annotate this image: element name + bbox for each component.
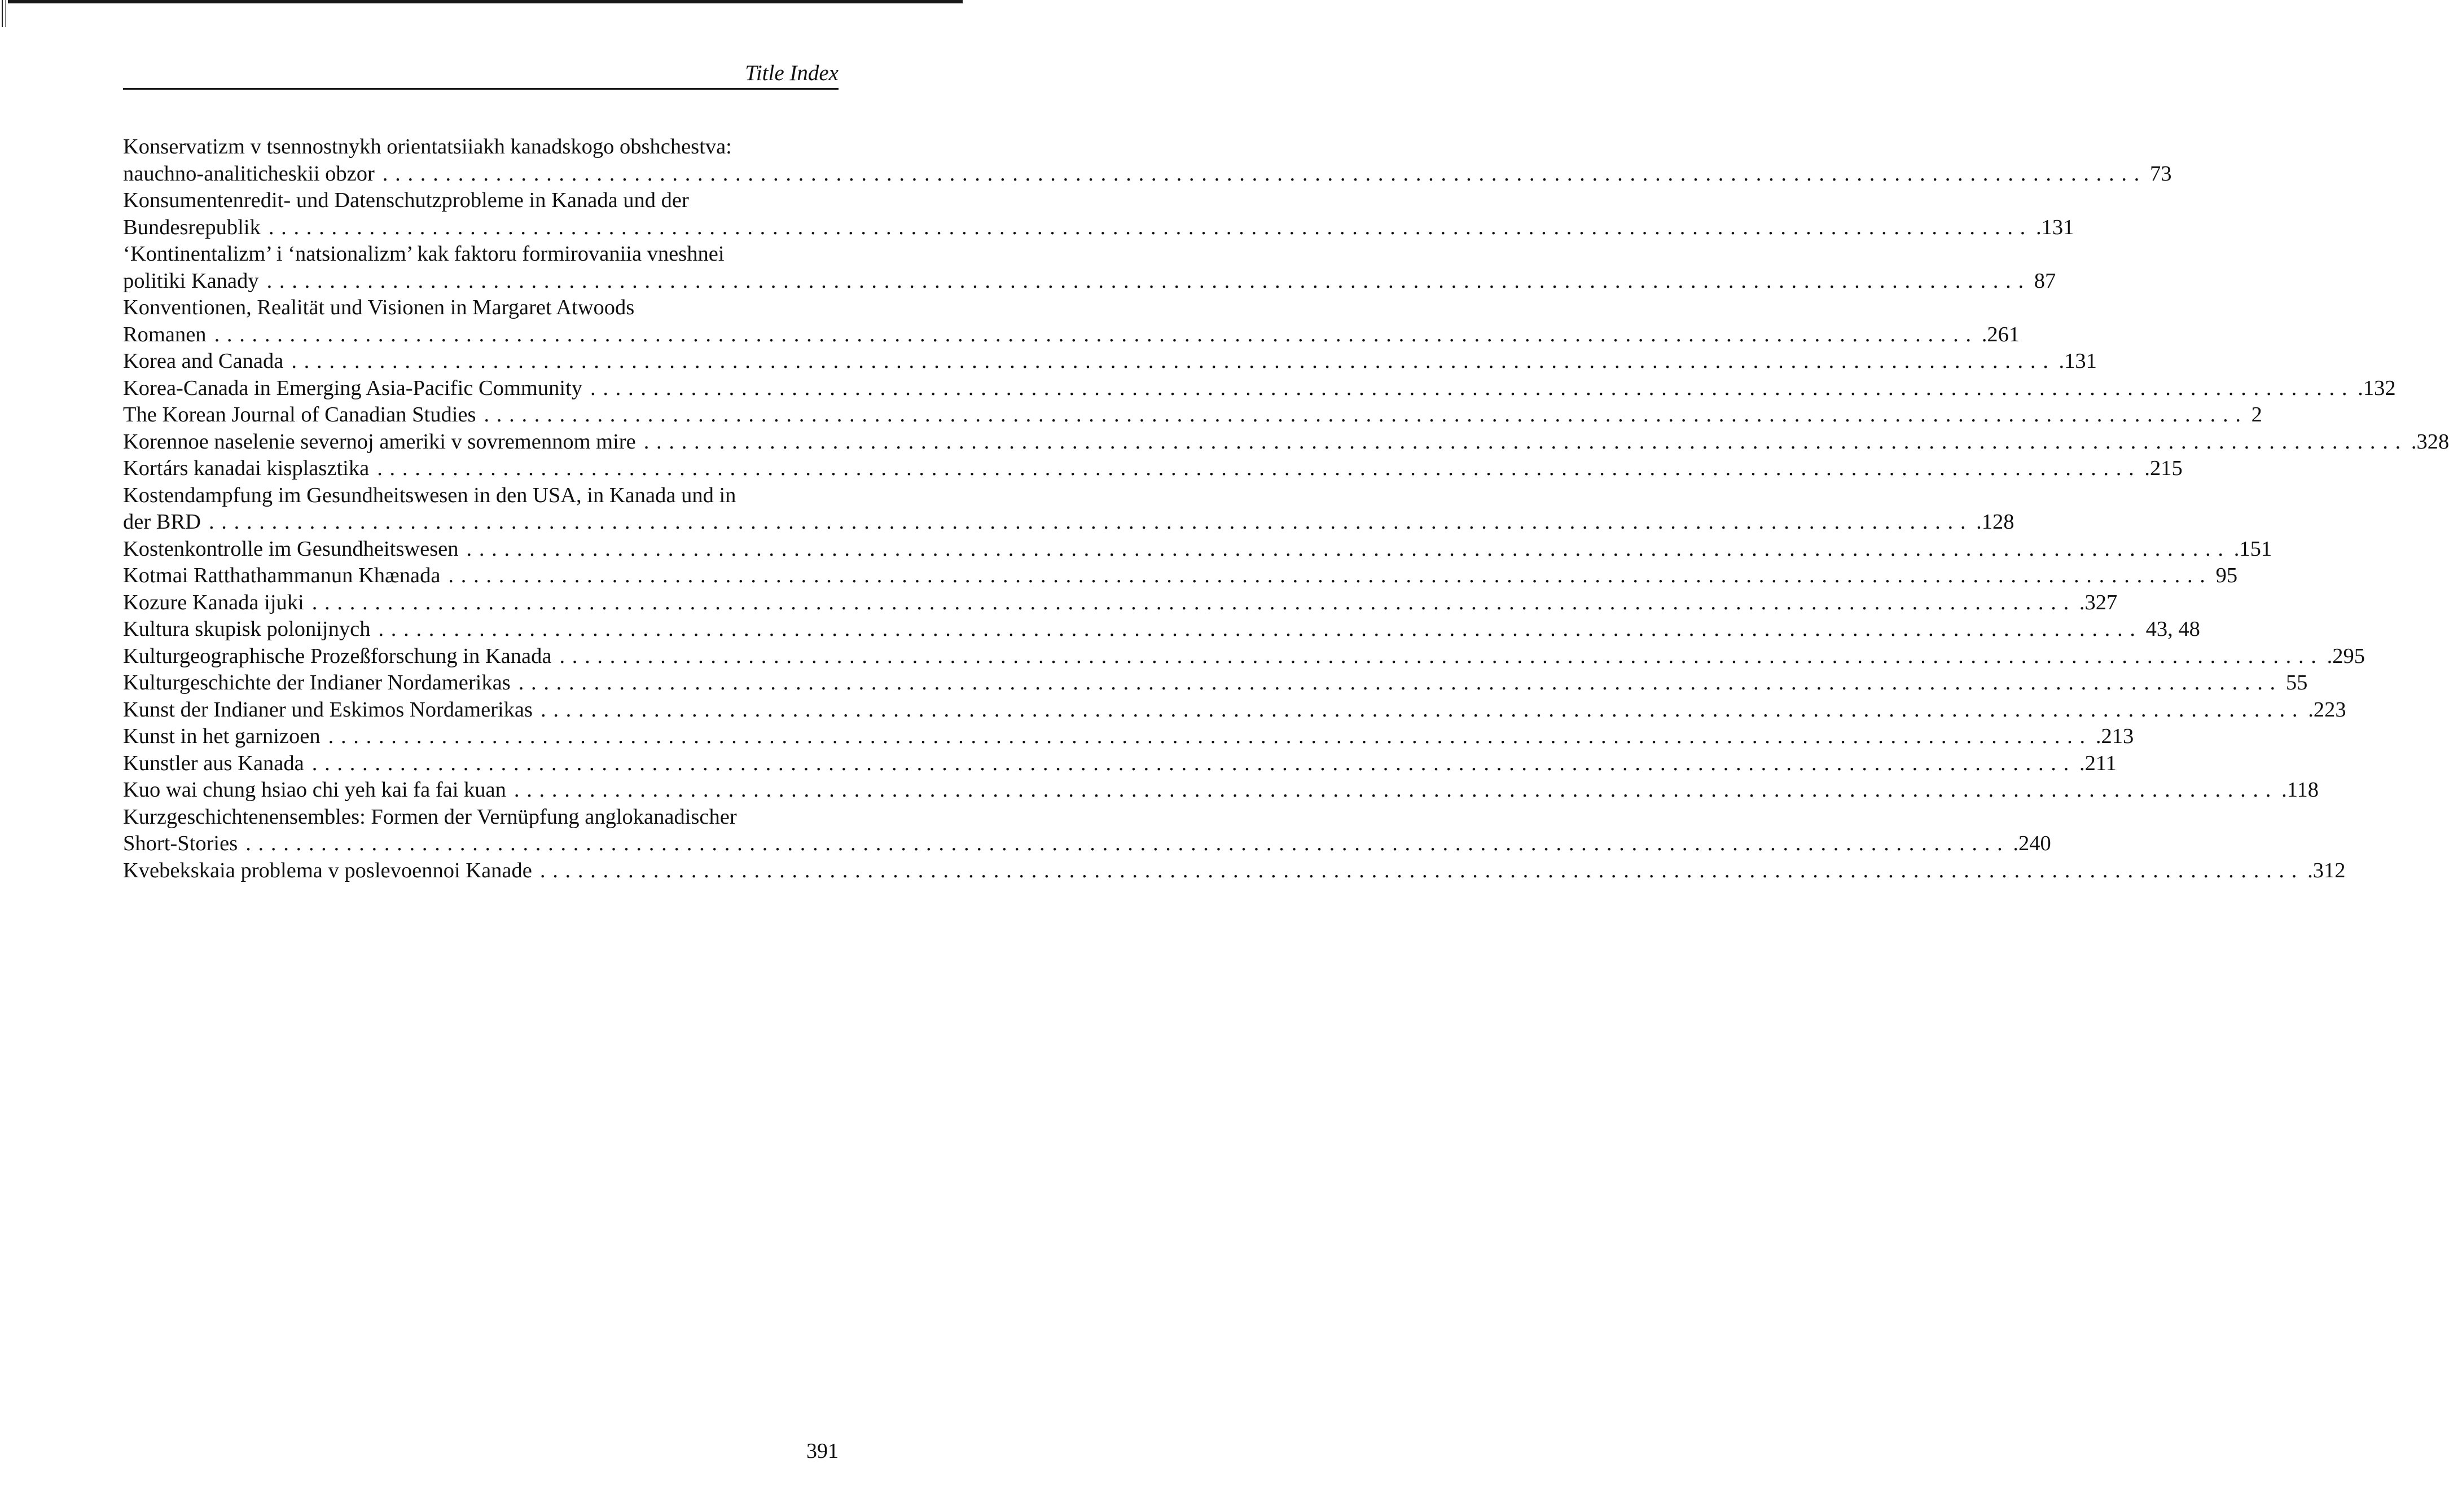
title-index-list [123,134,2449,884]
index-entry [123,562,2238,590]
entry-title-line: Konsumentenredit- und Datenschutzprobleme in Kanada und der [123,188,689,212]
dot-leader: ............................................................................................................................................ [328,724,2092,748]
entry-title: Kostenkontrolle im Gesundheitswesen [123,537,459,561]
dot-leader: ............................................................................................................................................ [208,510,1973,534]
entry-page: .151 [2233,537,2272,561]
entry-page: .328 [2411,429,2449,454]
index-entry [123,134,2172,187]
entry-final-line [123,723,2134,750]
entry-title: Kunstler aus Kanada [123,751,304,775]
dot-leader: ............................................................................................................................................ [466,537,2231,561]
dot-leader: ............................................................................................................................................ [311,590,2076,614]
index-entry [123,429,2449,456]
index-entry [123,402,2262,429]
entry-title: The Korean Journal of Canadian Studies [123,403,476,427]
dot-leader: ............................................................................................................................................ [377,456,2141,480]
index-entry [123,295,2020,348]
entry-final-line [123,562,2238,590]
entry-title-line: Kurzgeschichtenensembles: Formen der Vernüpfung anglokanadischer [123,805,737,829]
entry-final-line [123,643,2365,670]
index-entry [123,482,2014,536]
entry-title-line: Konventionen, Realität und Visionen in Margaret Atwoods [123,296,635,319]
dot-leader: ............................................................................................................................................ [590,376,2355,400]
entry-page: .131 [2036,215,2074,239]
index-entry [123,536,2272,563]
entry-title: Kozure Kanada ijuki [123,590,304,614]
entry-final-line [123,509,2014,536]
dot-leader: ............................................................................................................................................ [484,403,2248,427]
index-entry [123,455,2183,482]
entry-page: .261 [1981,322,2020,346]
entry-title: Kunst in het garnizoen [123,724,321,748]
dot-leader: ............................................................................................................................................ [448,564,2213,587]
dot-leader: ............................................................................................................................................ [559,644,2324,668]
entry-final-line [123,214,2074,241]
index-entry [123,750,2117,777]
entry-title: Kulturgeschichte der Indianer Nordamerikas [123,671,511,695]
index-entry [123,348,2097,375]
entry-final-line [123,348,2097,375]
entry-title: Kunst der Indianer und Eskimos Nordamerikas [123,697,533,722]
index-entry [123,187,2074,241]
entry-title: der BRD [123,510,201,534]
entry-final-line [123,590,2118,617]
entry-title: Korennoe naselenie severnoj ameriki v sovremennom mire [123,429,636,454]
entry-final-line [123,830,2051,858]
entry-page: 43, 48 [2145,617,2200,641]
entry-page: .211 [2079,751,2117,775]
entry-final-line [123,670,2308,697]
entry-title: Korea and Canada [123,349,284,373]
dot-leader: ............................................................................................................................................ [382,161,2147,186]
page-number: 391 [806,1439,839,1463]
index-entry [123,670,2308,697]
entry-page: .327 [2079,590,2118,614]
index-entry [123,697,2346,724]
entry-final-line [123,750,2117,777]
dot-leader: ............................................................................................................................................ [514,778,2279,802]
entry-title: Kotmai Ratthathammanun Khænada [123,564,441,587]
index-entry [123,375,2396,402]
entry-final-line [123,402,2262,429]
entry-page: 95 [2215,564,2238,587]
index-entry [123,643,2365,670]
entry-page: .213 [2095,724,2134,748]
index-entry [123,804,2051,858]
entry-final-line [123,375,2396,402]
entry-final-line [123,322,2020,349]
dot-leader: ............................................................................................................................................ [266,269,2031,293]
dot-leader: ............................................................................................................................................ [268,215,2033,239]
entry-title: Kultura skupisk polonijnych [123,617,371,641]
dot-leader: ............................................................................................................................................ [518,671,2283,695]
entry-title-line: Konservatizm v tsennostnykh orientatsiiakh kanadskogo obshchestva: [123,135,732,159]
entry-title-line: Kostendampfung im Gesundheitswesen in den USA, in Kanada und in [123,483,736,507]
dot-leader: ............................................................................................................................................ [643,429,2408,454]
dot-leader: ............................................................................................................................................ [214,322,1978,346]
running-head: Title Index [745,61,839,85]
entry-page: 2 [2251,403,2262,427]
index-entry [123,858,2346,885]
entry-page: 87 [2034,269,2056,293]
entry-title: Korea-Canada in Emerging Asia-Pacific Community [123,376,583,400]
entry-page: .312 [2307,858,2346,882]
dot-leader: ............................................................................................................................................ [291,349,2056,373]
dot-leader: ............................................................................................................................................ [311,751,2076,775]
entry-final-line [123,455,2183,482]
entry-title: Bundesrepublik [123,215,261,239]
entry-final-line [123,268,2056,295]
entry-page: 73 [2150,161,2172,186]
entry-final-line [123,616,2200,643]
entry-title: Kulturgeographische Prozeßforschung in Kanada [123,644,552,668]
entry-page: .132 [2358,376,2396,400]
index-entry [123,723,2134,750]
entry-title: politiki Kanady [123,269,259,293]
left-binding-edge [0,0,8,1512]
entry-title: Kortárs kanadai kisplasztika [123,456,370,480]
entry-final-line [123,777,2319,804]
entry-page: .118 [2281,778,2319,802]
entry-final-line [123,536,2272,563]
index-entry [123,241,2056,295]
index-entry [123,777,2319,804]
entry-title: Short-Stories [123,832,238,855]
index-entry [123,590,2118,617]
entry-title: Romanen [123,322,207,346]
index-entry [123,616,2200,643]
entry-page: .223 [2308,697,2346,722]
entry-final-line [123,161,2172,188]
entry-title: nauchno-analiticheskii obzor [123,161,375,186]
entry-page: .128 [1976,510,2014,534]
entry-final-line [123,858,2346,885]
header-rule [123,88,839,90]
entry-page: .215 [2144,456,2183,480]
entry-title: Kuo wai chung hsiao chi yeh kai fa fai kuan [123,778,506,802]
entry-page: .131 [2059,349,2097,373]
entry-final-line [123,429,2449,456]
entry-page: .295 [2327,644,2365,668]
dot-leader: ............................................................................................................................................ [378,617,2143,641]
entry-title-line: ‘Kontinentalizm’ i ‘natsionalizm’ kak faktoru formirovaniia vneshnei [123,242,725,266]
dot-leader: ............................................................................................................................................ [539,858,2305,882]
entry-page: .240 [2013,832,2051,855]
entry-title: Kvebekskaia problema v poslevoennoi Kanade [123,858,532,882]
entry-final-line [123,697,2346,724]
entry-page: 55 [2285,671,2308,695]
top-scan-border [0,0,963,3]
dot-leader: ............................................................................................................................................ [245,832,2010,855]
dot-leader: ............................................................................................................................................ [541,697,2305,722]
